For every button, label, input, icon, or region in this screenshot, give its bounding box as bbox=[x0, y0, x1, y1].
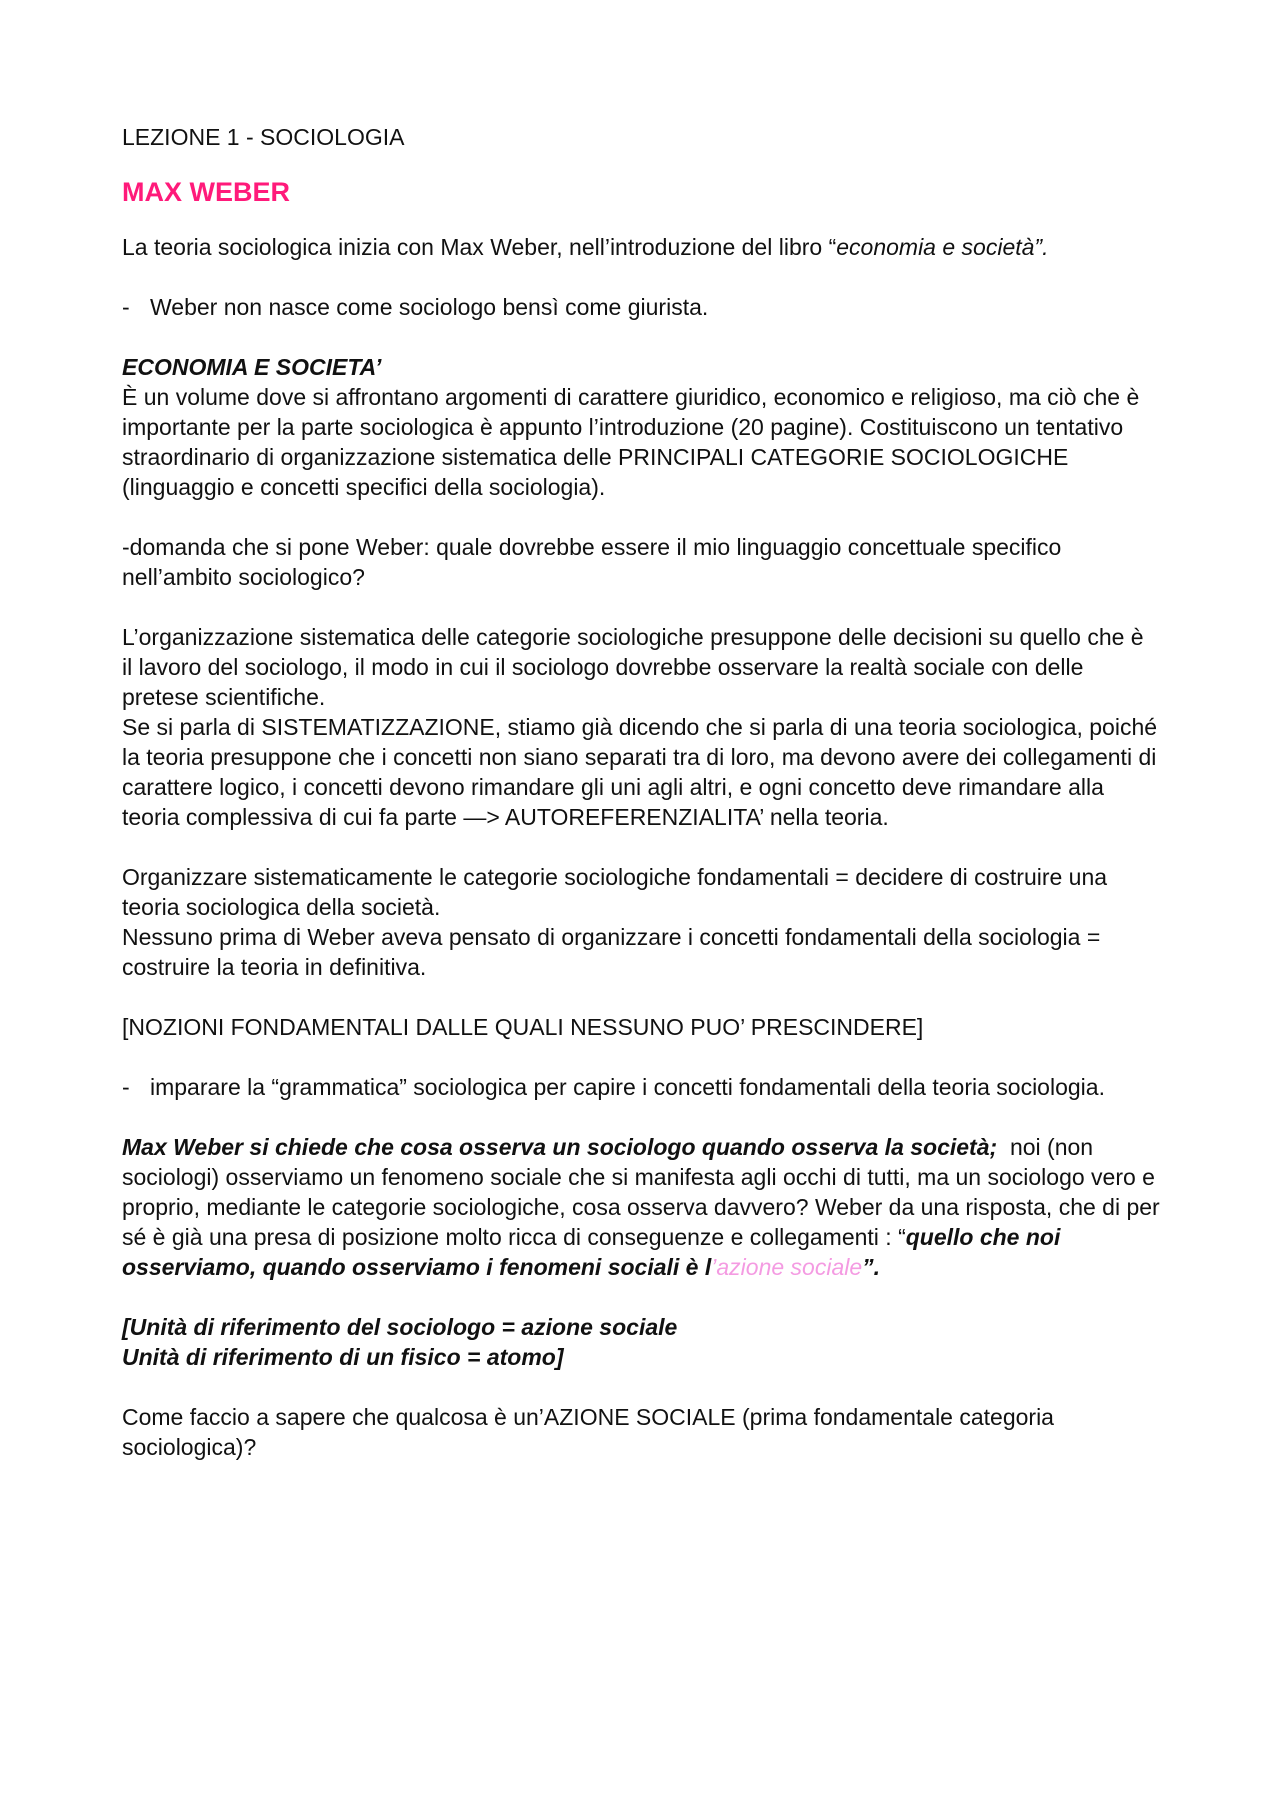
bullet-item bbox=[122, 1072, 1160, 1102]
weber-lead: Max Weber si chiede che cosa osserva un sociologo quando osserva la società; bbox=[122, 1134, 998, 1160]
nozioni-paragraph: [NOZIONI FONDAMENTALI DALLE QUALI NESSUNO PUO’ PRESCINDERE] bbox=[122, 1014, 924, 1040]
bullet-text: imparare la “grammatica” sociologica per capire i concetti fondamentali della teoria sociologia. bbox=[150, 1074, 1105, 1100]
book-title: economia e società”. bbox=[836, 234, 1049, 260]
units-paragraph bbox=[122, 1312, 1160, 1372]
weber-quote: quello che noi osserviamo, quando osserviamo i fenomeni sociali è l bbox=[122, 1224, 1061, 1280]
systematization-text-1: Organizzare sistematicamente le categorie sociologiche fondamentali = decidere di costruire una teoria sociologica della società. bbox=[122, 864, 1108, 920]
section-body: È un volume dove si affrontano argomenti di carattere giuridico, economico e religioso, ma ciò che è importante per la parte sociologica è appunto l’introduzione (20 pagine). Costituiscono un tentativo straordinario di organizzazione sistematica delle PRINCIPALI CATEGORIE SOCIOLOGICHE (linguaggio e concetti specifici della sociologia). bbox=[122, 384, 1140, 500]
intro-text: La teoria sociologica inizia con Max Weber, nell’introduzione del libro “ bbox=[122, 234, 837, 260]
organization-text-2: Se si parla di SISTEMATIZZAZIONE, stiamo già dicendo che si parla di una teoria sociologica, poiché la teoria presuppone che i concetti non siano separati tra di loro, ma devono avere dei collegamenti di carattere logico, i concetti devono rimandare gli uni agli altri, e ogni concetto deve rimandare alla teoria complessiva di cui fa parte —> AUTOREFERENZIALITA’ nella teoria. bbox=[122, 714, 1158, 830]
units-line-1: [Unità di riferimento del sociologo = azione sociale bbox=[122, 1314, 678, 1340]
intro-paragraph bbox=[122, 232, 1160, 262]
systematization-text-2: Nessuno prima di Weber aveva pensato di organizzare i concetti fondamentali della sociologia = costruire la teoria in definitiva. bbox=[122, 924, 1101, 980]
bullet-dash: - bbox=[122, 1074, 130, 1100]
question-paragraph: -domanda che si pone Weber: quale dovrebbe essere il mio linguaggio concettuale specifico nell’ambito sociologico? bbox=[122, 534, 1062, 590]
section-economia bbox=[122, 352, 1160, 502]
bullet-item bbox=[122, 292, 1160, 322]
weber-quote-end: ”. bbox=[862, 1254, 881, 1280]
bullet-dash: - bbox=[122, 294, 130, 320]
systematization-paragraph bbox=[122, 862, 1160, 982]
units-line-2: Unità di riferimento di un fisico = atomo] bbox=[122, 1344, 564, 1370]
weber-rest: noi (non sociologi) osserviamo un fenomeno sociale che si manifesta agli occhi di tutti, ma un sociologo vero e proprio, mediante le categorie sociologiche, cosa osserva davvero? Weber da una risposta, che di per sé è già una presa di posizione molto ricca di conseguenze e collegamenti : “ bbox=[122, 1134, 1167, 1250]
bullet-text: Weber non nasce come sociologo bensì come giurista. bbox=[150, 294, 709, 320]
organization-paragraph bbox=[122, 622, 1160, 832]
page-title: MAX WEBER bbox=[122, 177, 290, 207]
section-heading: ECONOMIA E SOCIETA’ bbox=[122, 354, 382, 380]
organization-text-1: L’organizzazione sistematica delle categorie sociologiche presuppone delle decisioni su quello che è il lavoro del sociologo, il modo in cui il sociologo dovrebbe osservare la realtà sociale con delle pretese scientifiche. bbox=[122, 624, 1144, 710]
final-question: Come faccio a sapere che qualcosa è un’AZIONE SOCIALE (prima fondamentale categoria sociologica)? bbox=[122, 1404, 1054, 1460]
lesson-header: LEZIONE 1 - SOCIOLOGIA bbox=[122, 124, 405, 150]
weber-paragraph bbox=[122, 1132, 1167, 1282]
azione-sociale-highlight: ’azione sociale bbox=[711, 1254, 863, 1280]
